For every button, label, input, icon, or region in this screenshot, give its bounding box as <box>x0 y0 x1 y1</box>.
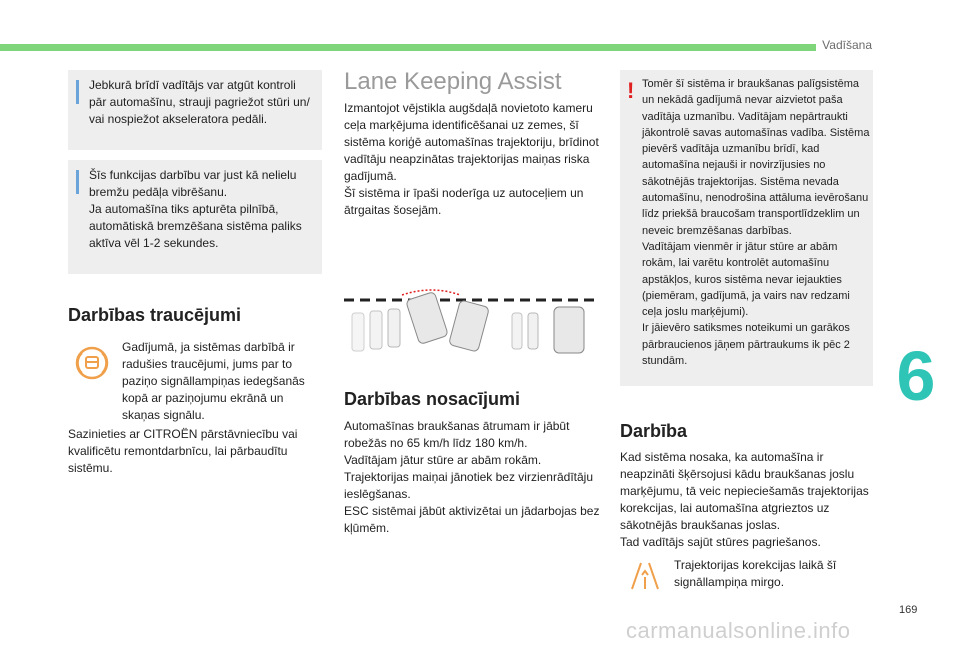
section-name: Vadīšana <box>822 38 872 52</box>
conditions-heading: Darbības nosacījumi <box>344 389 521 409</box>
info-note-1-text: Jebkurā brīdī vadītājs var atgūt kontroli pār automašīnu, strauji pagriežot stūri un/ vai nospiežot akseleratora pedāli. <box>89 78 310 126</box>
operation-text: Kad sistēma nosaka, ka automašīna ir neapzināti šķērsojusi kādu braukšanas joslu marķējumu, tā veic nepieciešamās trajektorijas korekcijas, lai automašīna atgrieztos uz sākotnējās braukšanas joslas. Tad vadītājs sajūt stūres pagriešanos. <box>620 450 869 549</box>
info-bar-icon <box>76 80 79 104</box>
operation-heading: Darbība <box>620 421 688 441</box>
watermark: carmanualsonline.info <box>626 618 851 643</box>
intro-text: Izmantojot vējstikla augšdaļā novietoto kameru ceļa marķējuma identificēšanai uz zemes, šī sistēma koriģē automašīnas trajektoriju, brīdinot vadītāju neapzinātas trajektorijas maiņas riska gadījumā. Šī sistēma ir īpaši noderīga uz autoceļiem un ātrgaitas šosejām. <box>344 101 599 217</box>
info-bar-icon <box>76 170 79 194</box>
page-number: 169 <box>899 604 918 616</box>
chapter-number: 6 <box>872 331 960 421</box>
warning-note <box>620 70 873 386</box>
info-note-2-text: Šīs funkcijas darbību var just kā nelielu bremžu pedāļa vibrēšanu. Ja automašīna tiks apturēta pilnībā, automātiskā bremzēšana sistēma paliks aktīva vēl 1-2 sekundes. <box>89 168 302 250</box>
info-note-2 <box>68 160 322 274</box>
lane-assist-lamp-icon <box>628 561 662 591</box>
car-icon <box>352 291 584 353</box>
lamp-text: Trajektorijas korekcijas laikā šī signāllampiņa mirgo. <box>674 558 837 589</box>
warning-icon: ! <box>627 78 635 103</box>
contact-text: Sazinieties ar CITROËN pārstāvniecību vai kvalificētu remontdarbnīcu, lai pārbaudītu sistēmu. <box>68 427 298 475</box>
section-title: Lane Keeping Assist <box>344 68 562 95</box>
malfunction-heading: Darbības traucējumi <box>68 305 242 325</box>
lane-keeping-illustration <box>342 283 600 363</box>
malfunction-text: Gadījumā, ja sistēmas darbībā ir radušies traucējumi, jums par to paziņo signāllampiņas iedegšanās kopā ar paziņojumu ekrānā un skaņas signālu. <box>122 340 305 422</box>
warning-lamp-icon <box>74 345 110 381</box>
warning-text: Tomēr šī sistēma ir braukšanas palīgsistēma un nekādā gadījumā nevar aizvietot paša vadītāja uzmanību. Vadītājam nepārtraukti jākontrolē savas automašīnas vadība. Sistēma pievērš vadītāja uzmanību brīdī, kad automašīna nejauši ir novirzījusies no sākotnējās trajektorijas. Sistēma nevada automašīnu, nenodrošina attāluma ievērošanu līdz priekšā braucošam transportlīdzeklim un neveic bremzēšanas darbības. Vadītājam vienmēr ir jātur stūre ar abām rokām, lai varētu kontrolēt automašīnu apstākļos, kuros sistēma nevar iejaukties (piemēram, gadījumā, ja vairs nav redzami ceļa joslu marķējumi). Ir jāievēro satiksmes noteikumi un garākos pārbraucienos jāņem pārtraukums ik pēc 2 stundām. <box>642 78 870 368</box>
info-note-1 <box>68 70 322 150</box>
conditions-text: Automašīnas braukšanas ātrumam ir jābūt robežās no 65 km/h līdz 180 km/h. Vadītājam jātur stūre ar abām rokām. Trajektorijas maiņai jānotiek bez virzienrādītāju ieslēgšanas. ESC sistēmai jābūt aktivizētai un jādarbojas bez kļūmēm. <box>344 419 600 535</box>
top-accent-bar <box>0 44 816 51</box>
